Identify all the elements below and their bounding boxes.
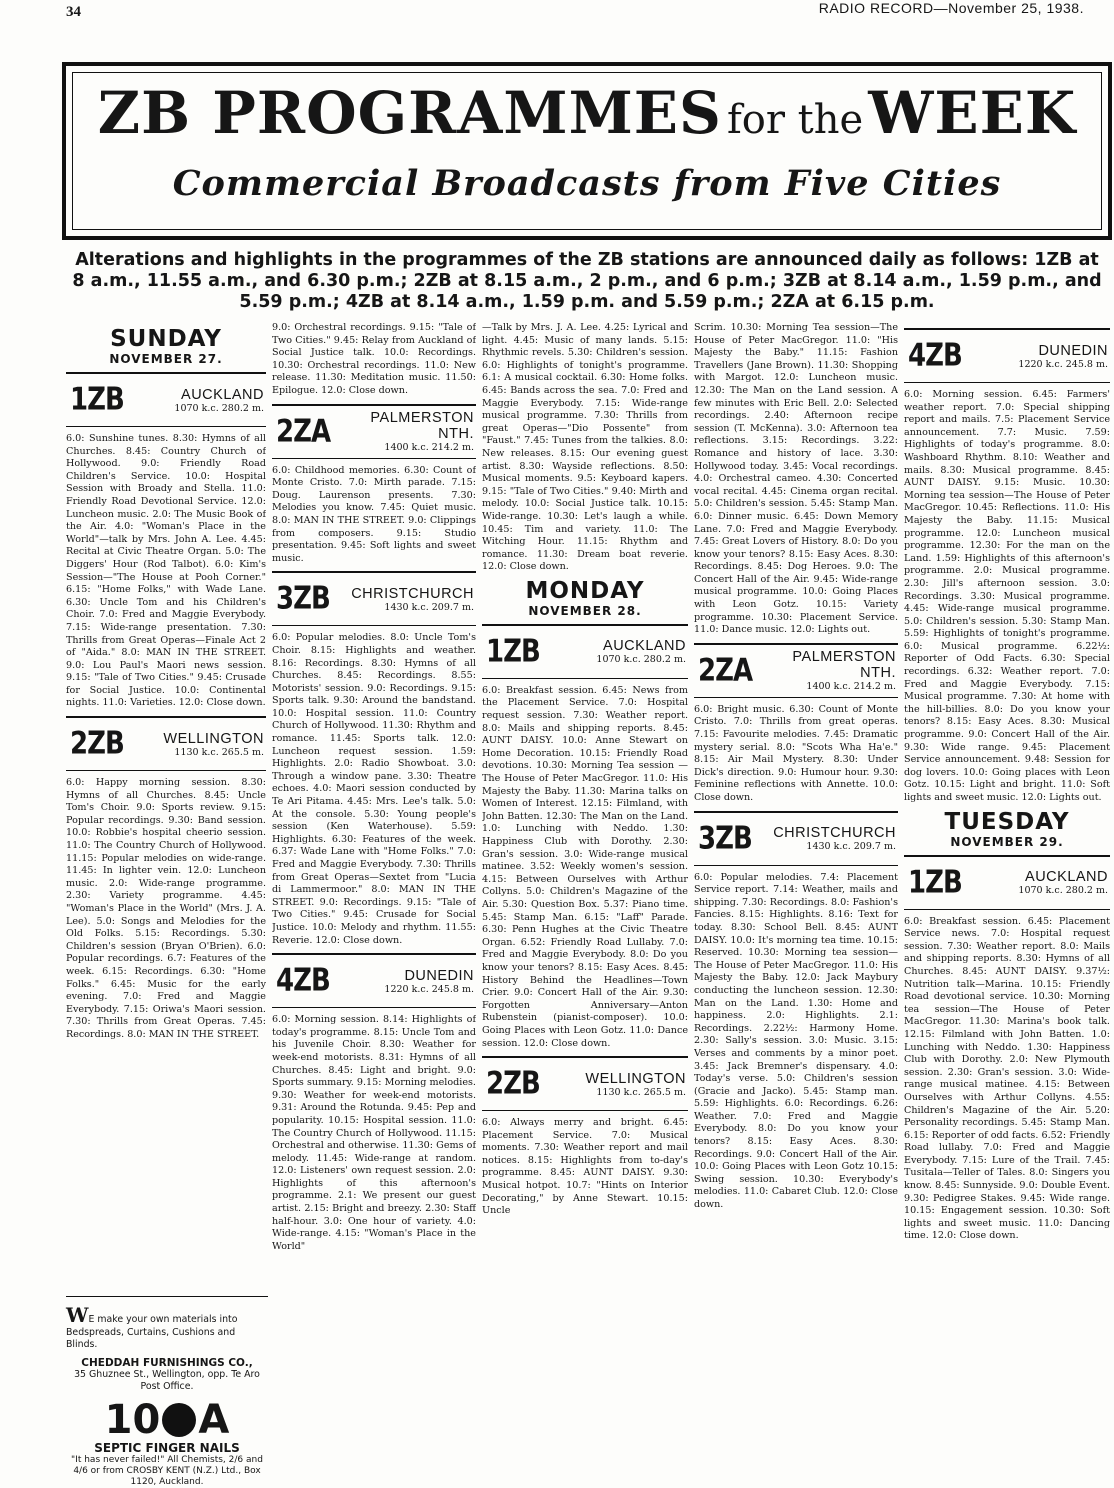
station-call-sign: 1ZB <box>70 382 124 418</box>
title-part-for-the: for the <box>726 97 864 143</box>
advertisement-block <box>66 1296 268 1487</box>
programme-sunday-1zb: 6.0: Sunshine tunes. 8.30: Hymns of all Churches. 8.45: Country Church of Hollywood. 9.0: Friendly Road Children's Service. 10.0: Hospital Session with Broady and Stella. 11.0: Friendly Road Devotional Service. 12.0: Luncheon music. 2.0: The Music Book of the Air. 4.0: "Woman's Place in the World"—talk by Mrs. John A. Lee. 4.45: Recital at Civic Theatre Organ. 5.0: The Diggers' Hour (Rod Talbot). 6.0: Kim's Session—"The House at Pooh Corner." 6.15: "Home Folks," with Wade Lane. 6.30: Uncle Tom and his Children's Choir. 7.0: Fred and Maggie Everybody. 7.15: Wide-range presentation. 7.30: Thrills from Great Operas—Finale Act 2 of "Aida." 8.0: MAN IN THE STREET. 9.0: Lou Paul's Maori news session. 9.15: "Tale of Two Cities." 9.45: Crusade for Social Justice. 10.0: Continental nights. 11.0: Varieties. 12.0: Close down. <box>66 433 266 709</box>
station-header-1zb <box>482 624 688 679</box>
date-tuesday: NOVEMBER 29. <box>950 834 1064 849</box>
day-heading-sunday: SUNDAY <box>110 326 222 352</box>
column-2 <box>272 322 476 1472</box>
station-city: WELLINGTON <box>585 1070 686 1087</box>
day-heading-tuesday: TUESDAY <box>944 808 1070 835</box>
station-call-sign: 2ZB <box>486 1066 540 1103</box>
ad-product-name: SEPTIC FINGER NAILS <box>94 1441 240 1455</box>
station-frequency: 1430 k.c. 209.7 m. <box>806 841 896 853</box>
logo-circle-icon <box>162 1403 196 1437</box>
station-city: DUNEDIN <box>404 967 474 984</box>
running-head: RADIO RECORD—November 25, 1938. <box>818 0 1084 16</box>
station-header-3zb <box>272 571 476 626</box>
station-header-1zb <box>66 372 266 427</box>
date-sunday: NOVEMBER 27. <box>109 352 223 366</box>
programme-monday-2zb-continued: Scrim. 10.30: Morning Tea session—The House of Peter MacGregor. 11.0: "His Majesty the Baby." 11.15: Fashion Travellers (Jane Brown). 11.30: Shopping with Margot. 12.0: Luncheon music. 12.30: The Man on the Land session. A few minutes with Eric Bell. 2.0: Selected recordings. 2.40: Afternoon recipe session (T. McKenna). 3.0: Afternoon tea reflections. 3.15: Recordings. 3.22: Romance and history of lace. 3.30: Hollywood today. 3.45: Vocal recordings. 4.0: Orchestral cameo. 4.30: Concerted vocal recital. 4.45: Cinema organ recital. 5.0: Children's session. 5.45: Stamp Man. 6.0: Dinner music. 6.45: Down Memory Lane. 7.0: Fred and Maggie Everybody. 7.45: Great Lovers of History. 8.0: Do you know your tenors? 8.15: Easy Aces. 8.30: Recordings. 8.45: Dog Heroes. 9.0: The Concert Hall of the Air. 9.45: Wide-range musical programme. 10.0: Going Places with Leon Gotz. 10.15: Variety programme. 10.30: Placement Service. 11.0: Dance music. 12.0: Lights out. <box>694 322 898 636</box>
programme-tuesday-1zb: 6.0: Breakfast session. 6.45: Placement Service news. 7.0: Hospital request session. 7.30: Weather report. 8.0: Mails and shipping reports. 8.30: Hymns of all Churches. 8.45: AUNT DAISY. 9.37½: Nutrition talk—Marina. 10.15: Friendly Road devotional service. 10.30: Morning tea session—The House of Peter MacGregor. 11.30: Marina's book talk. 12.15: Filmland with John Batten. 1.0: Lunching with Neddo. 1.30: Happiness Club with Dorothy. 2.0: New Plymouth session. 2.30: Gran's session. 3.0: Wide-range musical matinee. 4.15: Between Ourselves with Arthur Collyns. 4.55: Children's Magazine of the Air. 5.20: Personality recordings. 5.45: Stamp Man. 6.15: Reporter of odd facts. 6.52: Friendly Road lullaby. 7.0: Fred and Maggie Everybody. 7.15: Lure of the Trail. 7.45: Tusitala—Teller of Tales. 8.0: Singers you know. 8.45: Sunnyside. 9.0: Double Event. 9.30: Pedigree Stakes. 9.45: Wide range. 10.15: Engagement session. 10.30: Soft lights and sweet music. 11.0: Dancing time. 12.0: Close down. <box>904 915 1110 1242</box>
station-city: DUNEDIN <box>1038 342 1108 359</box>
divider <box>66 1296 268 1297</box>
station-call-sign: 2ZA <box>698 652 753 689</box>
title-banner <box>62 62 1112 240</box>
page-header <box>0 0 1114 24</box>
programme-monday-4zb: 6.0: Morning session. 6.45: Farmers' weather report. 7.0: Special shipping report and mails. 7.5: Placement Service announcement. 7.7: Music. 7.59: Highlights of today's programme. 8.0: Washboard Rhythm. 8.10: Weather and mails. 8.30: Musical programme. 8.45: AUNT DAISY. 9.15: Music. 10.30: Morning tea session—The House of Peter MacGregor. 10.45: Reflections. 11.0: His Majesty the Baby. 11.15: Musical programme. 12.0: Luncheon musical programme. 12.30: For the man on the Land. 1.59: Highlights of this afternoon's programme. 2.0: Musical programme. 2.30: Jill's afternoon session. 3.0: Recordings. 3.30: Musical programme. 4.45: Wide-range musical programme. 5.0: Children's session. 5.30: Stamp Man. 5.59: Highlights of tonight's programme. 6.0: Musical programme. 6.22½: Reporter of Odd Facts. 6.30: Special recordings. 6.32: Weather report. 7.0: Fred and Maggie Everybody. 7.15: Musical programme. 7.30: At home with the hill-billies. 8.0: Do you know your tenors? 8.15: Easy Aces. 8.30: Musical programme. 9.0: Concert Hall of the Air. 9.30: Wide range. 9.45: Placement Service announcement. 9.48: Session for dog lovers. 10.0: Going places with Leon Gotz. 10.15: Light and bright. 11.0: Soft lights and sweet music. 12.0: Lights out. <box>904 389 1110 803</box>
station-city: PALMERSTON NTH. <box>792 649 896 682</box>
programme-sunday-1zb-continued: 9.0: Orchestral recordings. 9.15: "Tale of Two Cities." 9.45: Relay from Auckland of Social Justice talk. 10.0: Recordings. 10.30: Orchestral recordings. 11.0: New release. 11.30: Meditation music. 11.50: Epilogue. 12.0: Close down. <box>272 322 476 396</box>
station-city: PALMERSTON NTH. <box>370 410 474 443</box>
station-call-sign: 3ZB <box>276 581 330 618</box>
station-city: WELLINGTON <box>163 730 264 747</box>
title-part-programmes: ZB PROGRAMMES <box>97 79 722 147</box>
page-title <box>73 79 1101 147</box>
logo-letter: A <box>198 1397 230 1443</box>
station-header-2zb <box>66 716 266 771</box>
station-header-4zb <box>904 328 1110 383</box>
programme-monday-1zb: 6.0: Breakfast session. 6.45: News from the Placement Service. 7.0: Hospital request session. 7.30: Weather report. 8.0: Mails and shipping reports. 8.45: AUNT DAISY. 10.0: Anne Stewart on Home Decoration. 10.15: Friendly Road devotions. 10.30: Morning Tea session — The House of Peter MacGregor. 11.0: His Majesty the Baby. 11.30: Marina talks on Women of Interest. 12.15: Filmland, with John Batten. 12.30: The Man on the Land. 1.0: Lunching with Neddo. 1.30: Happiness Club with Dorothy. 2.30: Gran's session. 3.0: Wide-range musical matinee. 3.52: Weekly women's session. 4.15: Between Ourselves with Arthur Collyns. 5.0: Children's Magazine of the Air. 5.30: Question Box. 5.37: Piano time. 5.45: Stamp Man. 6.15: "Laff" Parade. 6.30: Penn Hughes at the Civic Theatre Organ. 6.52: Friendly Road Lullaby. 7.0: Fred and Maggie Everybody. 8.0: Do you know your tenors? 8.15: Easy Aces. 8.45: History Behind the Headlines—Town Crier. 9.0: Concert Hall of the Air. 9.30: Forgotten Anniversary—Anton Rubenstein (pianist-composer). 10.0: Going Places with Leon Gotz. 11.0: Dance session. 12.0: Close down. <box>482 684 688 1049</box>
programme-monday-2za: 6.0: Bright music. 6.30: Count of Monte Cristo. 7.0: Thrills from great operas. 7.15: Favourite melodies. 7.45: Dramatic mystery serial. 8.0: "Scots Wha Ha'e." 8.15: Air Mail Mystery. 8.30: Under Dick's direction. 9.0: Humour hour. 9.30: Feminine reflections with Annette. 10.0: Close down. <box>694 703 898 803</box>
station-frequency: 1430 k.c. 209.7 m. <box>384 601 474 613</box>
station-city: AUCKLAND <box>603 638 686 655</box>
alterations-notice: Alterations and highlights in the programmes of the ZB stations are announced daily as follows: 1ZB at 8 a.m., 11.55 a.m., and 6.30 p.m.; 2ZB at 8.15 a.m., 2 p.m., and 6 p.m.; 3ZB at 8.14 a.m., 1.59 p.m., and 5.59 p.m.; 4ZB at 8.14 a.m., 1.59 p.m. and 5.59 p.m.; 2ZA at 6.15 p.m. <box>72 250 1102 312</box>
station-header-4zb <box>272 953 476 1008</box>
station-call-sign: 1ZB <box>486 633 540 670</box>
column-3 <box>482 322 688 1472</box>
logo-numeral: 10 <box>104 1397 161 1443</box>
station-call-sign: 1ZB <box>908 864 962 901</box>
station-call-sign: 3ZB <box>698 820 752 857</box>
programme-sunday-4zb-continued: —Talk by Mrs. J. A. Lee. 4.25: Lyrical and light. 4.45: Music of many lands. 5.15: Rhythmic revels. 5.30: Children's session. 6.0: Highlights of tonight's programme. 6.1: A musical cocktail. 6.30: Home folks. 6.45: Bands across the sea. 7.0: Fred and Maggie Everybody. 7.15: Wide-range musical programme. 7.30: Thrills from great Operas—"Dio Possente" from "Faust." 7.45: Tunes from the talkies. 8.0: New releases. 8.15: Our evening guest artist. 8.30: Wayside reflections. 8.50: Musical moments. 9.5: Keyboard kapers. 9.15: "Tale of Two Cities." 9.40: Mirth and melody. 10.0: Social Justice talk. 10.15: Wide-range. 10.30: Let's laugh a while. 10.45: Tim and variety. 11.0: The Witching Hour. 11.15: Rhythm and romance. 11.30: Dream boat reverie. 12.0: Close down. <box>482 322 688 573</box>
programme-sunday-2zb: 6.0: Happy morning session. 8.30: Hymns of all Churches. 8.45: Uncle Tom's Choir. 9.0: Sports review. 9.15: Popular recordings. 9.30: Band session. 10.0: Robbie's hospital cheerio session. 11.0: The Country Church of Hollywood. 11.15: Popular melodies on wide-range. 11.45: In lighter vein. 12.0: Luncheon music. 2.0: Wide-range programme. 2.30: Variety programme. 4.45: "Woman's Place in the World" (Mrs. J. A. Lee). 5.0: Songs and Melodies for the Old Folks. 5.15: Recordings. 5.30: Children's session (Bryan O'Brien). 6.0: Popular recordings. 6.7: Features of the week. 6.15: Recordings. 6.30: "Home Folks." 6.45: Music for the early evening. 7.0: Fred and Maggie Everybody. 7.15: Oriwa's Maori session. 7.30: Thrills from Great Operas. 7.45: Recordings. 8.0: MAN IN THE STREET. <box>66 777 266 1040</box>
ad-tagline: "It has never failed!" All Chemists, 2/6 and 4/6 or from CROSBY KENT (N.Z.) Ltd., Box 1120, Auckland. <box>71 1455 263 1487</box>
programme-sunday-3zb: 6.0: Popular melodies. 8.0: Uncle Tom's Choir. 8.15: Highlights and weather. 8.16: Recordings. 8.30: Hymns of all Churches. 8.45: Recordings. 8.55: Motorists' session. 9.0: Recordings. 9.15: Sports talk. 9.30: Around the bandstand. 10.0: Hospital session. 11.0: Country Church of Hollywood. 11.30: Rhythm and romance. 11.45: Sports talk. 12.0: Luncheon request session. 1.59: Highlights. 2.0: Radio Showboat. 3.0: Through a window pane. 3.30: Theatre echoes. 4.0: Maori session conducted by Te Ari Pitama. 4.45: Mrs. Lee's talk. 5.0: At the console. 5.30: Young people's session (Ken Waterhouse). 5.59: Highlights. 6.30: Features of the week. 6.37: Wade Lane with "Home Folks." 7.0: Fred and Maggie Everybody. 7.30: Thrills from Great Operas—Sextet from "Lucia di Lammermoor." 8.0: MAN IN THE STREET. 9.0: Recordings. 9.15: "Tale of Two Cities." 9.45: Crusade for Social Justice. 10.0: Melody and rhythm. 11.55: Reverie. 12.0: Close down. <box>272 632 476 946</box>
station-frequency: 1400 k.c. 214.2 m. <box>806 681 896 693</box>
station-header-2zb <box>482 1056 688 1111</box>
station-frequency: 1070 k.c. 280.2 m. <box>1018 885 1108 897</box>
ad-company-name: CHEDDAH FURNISHINGS CO., <box>81 1357 253 1369</box>
station-frequency: 1070 k.c. 280.2 m. <box>596 654 686 666</box>
date-monday: NOVEMBER 28. <box>528 603 642 618</box>
page-number: 34 <box>66 4 81 20</box>
station-call-sign: 4ZB <box>908 338 962 374</box>
drop-cap: W <box>66 1303 89 1327</box>
station-city: CHRISTCHURCH <box>773 825 896 842</box>
ad-address: 35 Ghuznee St., Wellington, opp. Te Aro Post Office. <box>74 1369 260 1392</box>
title-part-week: WEEK <box>868 79 1077 147</box>
programme-monday-3zb: 6.0: Popular melodies. 7.4: Placement Service report. 7.14: Weather, mails and shipping. 7.30: Recordings. 8.0: Fashion's Fancies. 8.15: Highlights. 8.16: Text for today. 8.30: School Bell. 8.45: AUNT DAISY. 10.0: It's morning tea time. 10.15: Reserved. 10.30: Morning tea session—The House of Peter MacGregor. 11.0: His Majesty the Baby. 12.0: Jack Maybury conducting the luncheon session. 12.30: Man on the Land. 1.30: Home and happiness. 2.0: Highlights. 2.1: Recordings. 2.22½: Harmony Home. 2.30: Sally's session. 3.0: Music. 3.15: Verses and comments by a minor poet. 3.45: Jack Bremner's dispensary. 4.0: Today's verse. 5.0: Children's session (Gracie and Jacko). 5.45: Stamp man. 5.59: Highlights. 6.0: Recordings. 6.26: Weather. 7.0: Fred and Maggie Everybody. 8.0: Do you know your tenors? 8.15: Easy Aces. 8.30: Recordings. 9.0: Concert Hall of the Air. 10.0: Going Places with Leon Gotz 10.15: Swing session. 10.30: Everybody's melodies. 11.0: Cabaret Club. 12.0: Close down. <box>694 871 898 1211</box>
station-call-sign: 4ZB <box>276 963 330 1000</box>
station-frequency: 1400 k.c. 214.2 m. <box>384 442 474 454</box>
column-5 <box>904 322 1110 1472</box>
column-4 <box>694 322 898 1472</box>
programme-sunday-2za: 6.0: Childhood memories. 6.30: Count of Monte Cristo. 7.0: Mirth parade. 7.15: Doug. Laurenson presents. 7.30: Melodies you know. 7.45: Quiet music. 8.0: MAN IN THE STREET. 9.0: Clippings from composers. 9.15: Studio presentation. 9.45: Soft lights and sweet music. <box>272 464 476 564</box>
station-city: AUCKLAND <box>181 386 264 403</box>
station-frequency: 1130 k.c. 265.5 m. <box>174 746 264 758</box>
station-frequency: 1070 k.c. 280.2 m. <box>174 402 264 414</box>
ad-body: E make your own materials into Bedspreads, Curtains, Cushions and Blinds. <box>66 1314 238 1350</box>
station-call-sign: 2ZA <box>276 413 331 450</box>
station-city: AUCKLAND <box>1025 869 1108 886</box>
day-heading-monday: MONDAY <box>525 577 645 604</box>
station-header-2za <box>272 404 476 459</box>
page-subtitle: Commercial Broadcasts from Five Cities <box>172 163 1002 204</box>
septic-logo <box>66 1399 268 1441</box>
programme-sunday-4zb: 6.0: Morning session. 8.14: Highlights of today's programme. 8.15: Uncle Tom and his Juvenile Choir. 8.30: Weather for week-end motorists. 8.31: Hymns of all Churches. 8.45: Light and bright. 9.0: Sports summary. 9.15: Morning melodies. 9.30: Weather for week-end motorists. 9.31: Around the Rotunda. 9.45: Pep and popularity. 10.15: Hospital session. 11.0: The Country Church of Hollywood. 11.15: Orchestral and otherwise. 11.30: Gems of melody. 11.45: Wide-range at random. 12.0: Listeners' own request session. 2.0: Highlights of this afternoon's programme. 2.1: We present our guest artist. 2.15: Bright and breezy. 2.30: Staff half-hour. 3.0: One hour of variety. 4.0: Wide-range. 4.15: "Woman's Place in the World" <box>272 1014 476 1252</box>
programme-monday-2zb: 6.0: Always merry and bright. 6.45: Placement Service. 7.0: Musical moments. 7.30: Weather report and mail notices. 8.15: Highlights from to-day's programme. 8.45: AUNT DAISY. 9.30: Musical hotpot. 10.7: "Hints on Interior Decorating," by Anne Stewart. 10.15: Uncle <box>482 1117 688 1217</box>
station-header-1zb <box>904 855 1110 910</box>
station-header-2za <box>694 643 898 698</box>
station-frequency: 1220 k.c. 245.8 m. <box>384 983 474 995</box>
station-city: CHRISTCHURCH <box>351 585 474 602</box>
station-call-sign: 2ZB <box>70 726 124 763</box>
station-frequency: 1130 k.c. 265.5 m. <box>596 1086 686 1098</box>
station-header-3zb <box>694 811 898 866</box>
banner-inner-frame <box>72 72 1102 230</box>
station-frequency: 1220 k.c. 245.8 m. <box>1018 358 1108 370</box>
ad-furnishings-text <box>66 1303 268 1351</box>
